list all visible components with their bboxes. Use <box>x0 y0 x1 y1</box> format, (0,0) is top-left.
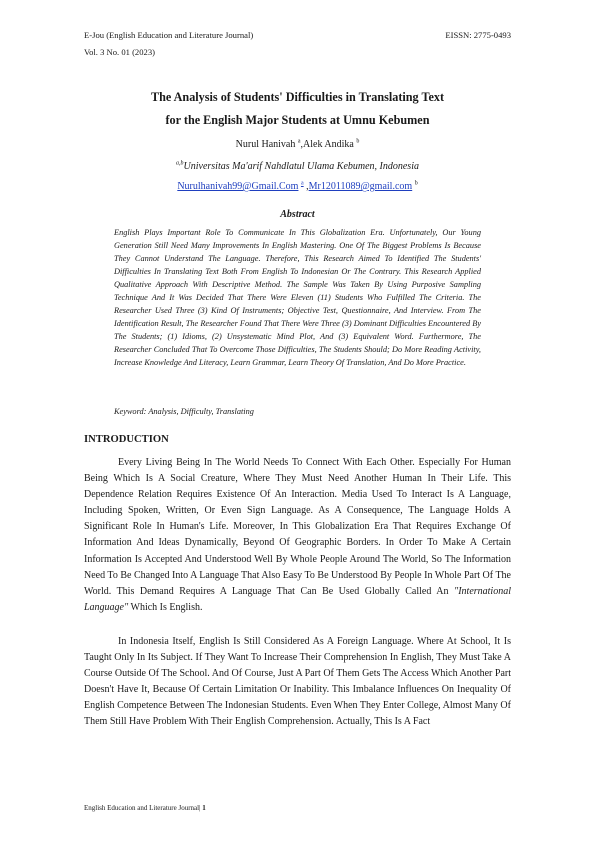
abstract-heading: Abstract <box>280 209 315 220</box>
title-line-1: The Analysis of Students' Difficulties in Translating Text <box>150 90 445 104</box>
volume-label: Vol. 3 No. 01 (2023) <box>84 47 155 57</box>
email-1-sup: a <box>300 180 304 187</box>
footer-journal: English Education and Literature Journal| <box>84 804 203 812</box>
intro-paragraph-1 <box>84 455 511 616</box>
intro-paragraph-2: In Indonesia Itself, English Is Still Considered As A Foreign Language. Where At School, It Is Taught Only In Its Subject. If They Want To Increase Their Comprehension In English, They Must Take A Course Outside Of The School. And Of Course, Just A Part Of Them Gets The Access Which Another Part Doesn't Have It, Because Of Certain Limitation Or Inability. This Imbalance Influences On Inequality Of English Competence Between The Indonesian Students. Even When They Enter College, Almost Many Of Them Still Have Problem With Their English Comprehension. Actually, This Is A Fact <box>84 636 511 728</box>
keywords: Keyword: Analysis, Difficulty, Translating <box>114 407 254 416</box>
paper-title <box>84 86 511 132</box>
affiliation-sup: a,b <box>176 160 184 167</box>
author-list <box>84 139 511 150</box>
page-number: 1 <box>202 804 206 812</box>
email-link-1[interactable]: Nurulhanivah99@Gmail.Com <box>177 181 299 192</box>
email-link-2[interactable]: Mr12011089@gmail.com <box>308 181 413 192</box>
eissn-label: EISSN: 2775-0493 <box>445 30 511 40</box>
affiliation-text: Universitas Ma'arif Nahdlatul Ulama Kebumen, Indonesia <box>183 161 419 172</box>
journal-header: E-Jou (English Education and Literature Journal) <box>84 30 254 40</box>
title-line-2: for the English Major Students at Umnu Kebumen <box>165 113 430 127</box>
author-1-sup: a <box>297 138 301 145</box>
abstract-text: English Plays Important Role To Communicate In This Globalization Era. Unfortunately, Our Young Generation Still Need Many Improvements In English Mastering. One Of The Biggest Problems Is Because They Cannot Understand The Language. Therefore, This Research Aimed To Identified The Students' Difficulties In Translating Text Both From English To Indonesian Or The Contrary. This Research Applied Qualitative Approach With Descriptive Method. The Sample Was Taken By Using Purposive Sampling Technique And It Was Decided That There Were Eleven (11) Students Who Fulfilled The Criteria. The Researcher Used Three (3) Kind Of Instruments; Objective Test, Questionnaire, And Interview. From The Identification Result, The Researcher Found That There Were Three (3) Dominant Difficulties Encountered By The Students; (1) Idioms, (2) Unsystematic Mind Plot, And (3) Equivalent Word. Furthermore, The Researcher Concluded That To Overcome Those Difficulties, The Students Should; Do More Reading Activity, Increase Knowledge And Literacy, Learn Grammar, Learn Theory Of Translation, And Do More Practice. <box>114 228 481 367</box>
p1-italic-term: "International Language" <box>84 585 511 613</box>
email-separator: , <box>303 181 309 192</box>
p1-text-end: Which Is English. <box>128 601 203 613</box>
introduction-heading: INTRODUCTION <box>84 434 169 445</box>
p1-text-start: Every Living Being In The World Needs To Connect With Each Other. Especially For Human Being Which Is A Social Creature, Where They Must Need Another Human In Their Life. This Dependence Relation Requires Existence Of An Interaction. Media Used To Interact Is A Language, Including Spoken, Written, Or Even Sign Language. As A Consequence, The Language Holds A Significant Role In Human's Life. Moreover, In This Globalization Era That Requires Exchange Of Information And Ideas Dynamically, Beyond Of Geographic Borders. In Order To Make A Certain Information Is Accepted And Understood Well By Whole People Around The World, So The Information Need To Be Changed Into A Language That Also Easy To Be Understood By People In Whole Part Of The World. This Demand Requires A Language That Can Be Used Globally Called An <box>84 457 511 597</box>
email-2-sup: b <box>414 180 418 187</box>
author-1: Nurul Hanivah <box>235 139 296 150</box>
page-footer <box>84 804 206 812</box>
email-list <box>84 181 511 192</box>
author-2-sup: b <box>356 138 360 145</box>
author-2: ,Alek Andika <box>300 139 354 150</box>
affiliation <box>84 161 511 172</box>
